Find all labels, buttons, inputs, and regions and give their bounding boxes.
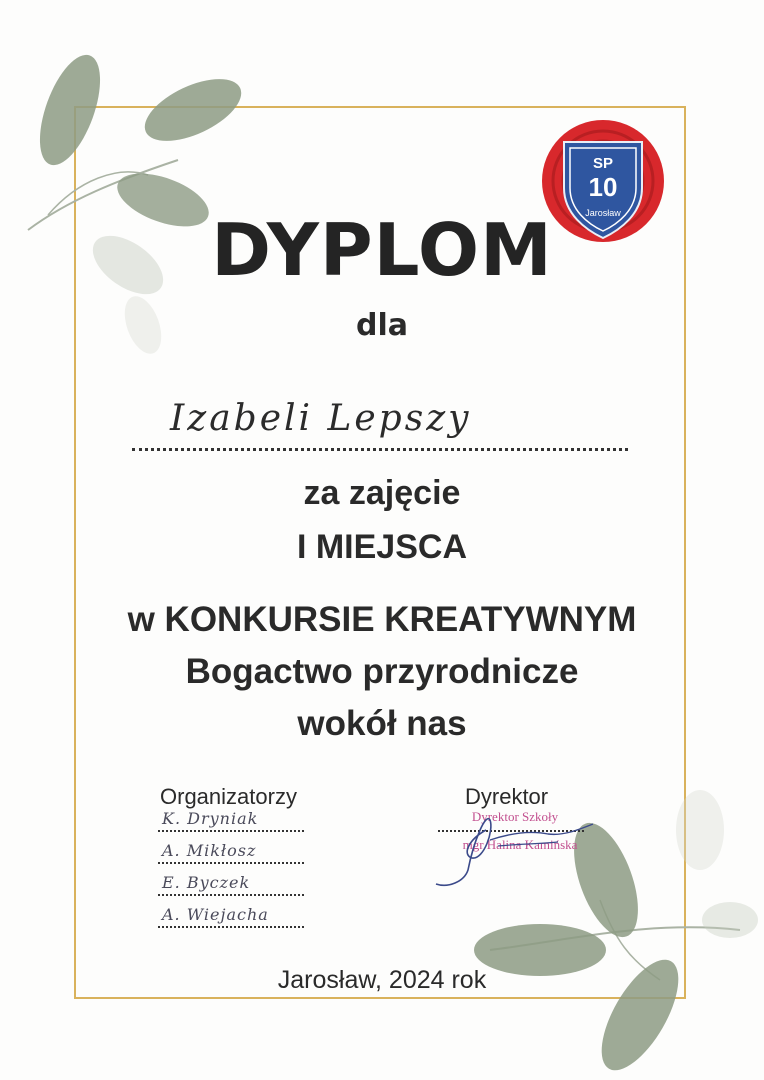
logo-sp-text: SP [592,155,614,172]
organizer-signature-2: A. Mikłosz [158,838,304,864]
logo-city: Jarosław [585,208,621,218]
stamp-title: Dyrektor Szkoły [471,809,559,824]
organizer-signature-3: E. Byczek [158,870,304,896]
recipient-name-dotted-line [132,446,628,451]
organizers-label: Organizatorzy [160,784,297,809]
recipient-name: Izabeli Lepszy [170,398,472,439]
organizer-signature-4: A. Wiejacha [158,902,304,928]
for-label: dla [355,308,408,343]
diploma-title: DYPLOM [211,208,553,292]
organizer-signature-1: K. Dryniak [158,806,304,832]
contest-name: w KONKURSIE KREATYWNYM [127,600,637,639]
contest-theme-line-2: wokół nas [297,704,467,743]
logo-number: 10 [588,172,618,202]
stamp-name: mgr Halina Kamińska [462,837,578,852]
award-line-1: za zajęcie [303,474,461,512]
director-signature [428,800,598,890]
director-label: Dyrektor [465,784,549,809]
contest-theme-line-1: Bogactwo przyrodnicze [185,652,579,691]
place-and-date: Jarosław, 2024 rok [277,966,487,994]
award-place: I MIEJSCA [296,528,468,566]
